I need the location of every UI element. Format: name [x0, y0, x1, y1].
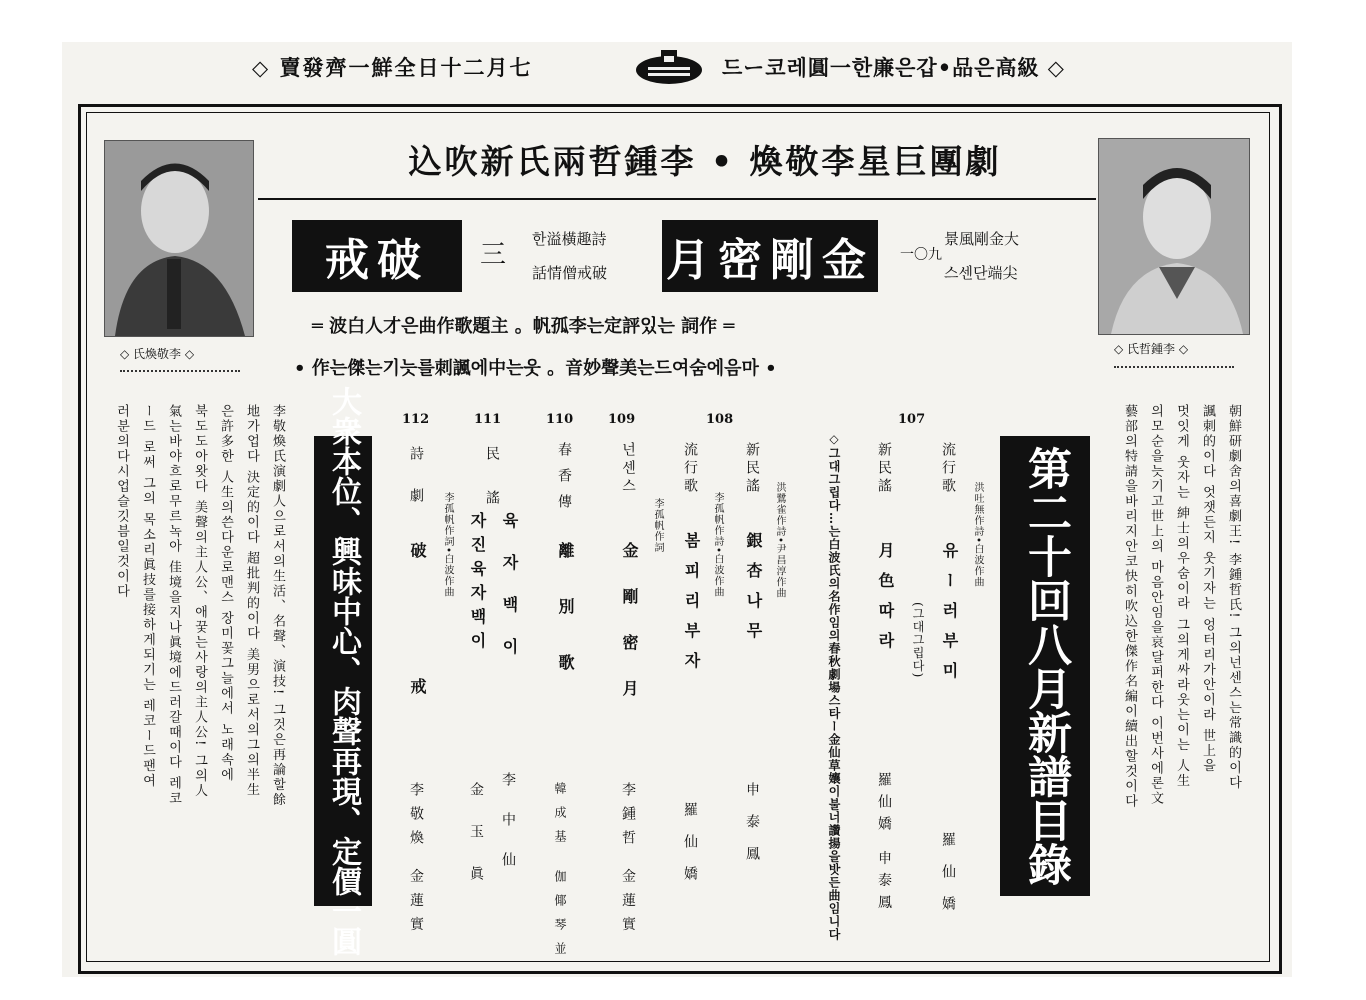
release-desc-right-1: 景風剛金大: [944, 230, 1020, 248]
record-number-109: 109: [608, 412, 636, 427]
catalog-artist: 李中仙: [500, 772, 516, 892]
catalog-note-line: ◇그대그립다…는白波氏의名作임의春秋劇場스타ー金仙草孃이불너讚揚을밧든曲임니다: [827, 432, 841, 941]
catalog-credit: 洪鷺雀作詩•尹昌淳作曲: [774, 482, 785, 599]
left-text-col-5: 氣는바야흐로무르녹아 佳境을지나眞境에드러갈때이다 레코: [166, 404, 181, 807]
release-tag-left: 三: [480, 240, 507, 270]
release-desc-right-2: 스센단端尖: [944, 264, 1018, 282]
release-desc-left-2: 話情僧戒破: [532, 264, 608, 282]
right-text-col-1: 朝鮮研劇舍의喜劇王! 李鍾哲氏! 그의넌센스는常識的이다: [1226, 404, 1241, 791]
catalog-title: 離別歌: [556, 542, 575, 710]
decorative-wave-right: [1114, 360, 1234, 368]
catalog-title: 月色따라: [876, 542, 895, 662]
header-left-text: ◇ 賣發齊一鮮全日十二月七: [252, 55, 533, 80]
portrait-photo-left: [104, 140, 254, 337]
right-text-col-3: 멋잇게 웃자는 紳士의우숨이라 그의게싸라웃는이는 人生: [1174, 404, 1189, 789]
emblem-icon: [634, 46, 704, 90]
catalog-genre: 民謠: [484, 446, 500, 534]
record-number-107: 107: [898, 412, 926, 427]
catalog-artist: 李鍾哲 金蓮實: [620, 782, 636, 941]
release-tag-right: 一〇九: [900, 247, 942, 263]
left-banner: 大衆本位、興味中心、肉聲再現、定價一圓: [314, 436, 372, 906]
tagline-2: • 作는傑는기늣를刺諷에中는웃 。音妙聲美는드여숨에음마 •: [294, 358, 777, 379]
catalog-artist: 羅仙嬌 申泰鳳: [876, 772, 892, 917]
catalog-artist: 申泰鳳: [744, 782, 760, 878]
right-text-col-5: 藝部의特請을바리지안코快히吹込한傑作名編이續出할것이다: [1122, 404, 1137, 809]
portrait-left-icon: [105, 141, 253, 336]
catalog-genre: 流行歌: [940, 442, 956, 496]
page-title: 込吹新氏兩哲鍾李 • 煥敬李星巨團劇: [408, 142, 1002, 181]
catalog-title: 銀杏나무: [744, 532, 763, 652]
advertisement-page: [62, 42, 1292, 977]
catalog-artist: 金玉眞: [468, 782, 484, 908]
release-box-center: 月密剛金: [662, 220, 878, 292]
tagline-1: ═ 波白人才은曲作歌題主 。帆孤李는定評있는 詞作 ═: [312, 316, 735, 337]
left-text-col-3: 은許多한 人生의쓴다운로맨스 장미꽃그늘에서 노래속에: [218, 404, 233, 783]
catalog-genre: 新民謠: [876, 442, 892, 496]
catalog-note: (그대그립다): [911, 602, 925, 679]
catalog-credit: 洪吐無作詩•白波作曲: [972, 482, 983, 588]
catalog-genre: 春香傳: [556, 442, 572, 520]
catalog-title: 자진육자백이: [468, 512, 487, 656]
portrait-caption-right: ◇ 氏哲鍾李 ◇: [1114, 342, 1189, 356]
record-number-112: 112: [402, 412, 430, 427]
catalog-credit: 李孤帆作詩•白波作曲: [712, 492, 723, 598]
decorative-wave-left: [120, 364, 240, 372]
record-number-108: 108: [706, 412, 734, 427]
title-underline: [258, 198, 1096, 200]
left-text-col-2: 地가업다 決定的이다 超批判的이다 美男으로서의그의半生: [244, 404, 259, 798]
left-text-col-6: ー드 로써 그의 목소리眞技를接하게되기는 레코ー드팬여: [140, 404, 155, 789]
right-banner: 第二十回八月新譜目錄: [1000, 436, 1090, 896]
left-text-col-7: 러분의다시업슬깃븜일것이다: [114, 404, 129, 599]
release-box-left: 戒破: [292, 220, 462, 292]
catalog-credit: 李孤帆作詞: [652, 498, 663, 553]
left-text-col-1: 李敬煥氏演劇人으로서의生活、名聲、演技! 그것은再論할餘: [270, 404, 285, 808]
right-text-col-4: 의모순을늣기고世上의 마음안임을哀달퍼한다 이번사에론文: [1148, 404, 1163, 807]
catalog-credit: 李孤帆作詞•白波作曲: [442, 492, 453, 598]
catalog-title: 유ー러부미: [940, 542, 959, 692]
header-right-text: 드ー코레圓一한廉은갑•品은高級 ◇: [722, 55, 1065, 80]
left-text-col-4: 북도도아왓다 美聲의主人公、애꿎는사랑의主人公! 그의人: [192, 404, 207, 799]
catalog-artist: 韓成基 伽倻琴並: [553, 782, 567, 966]
catalog-genre: 詩劇: [408, 446, 424, 530]
portrait-caption-left: ◇ 氏煥敬李 ◇: [120, 347, 195, 361]
header-band: [62, 42, 1292, 104]
catalog-title: 봄피리부자: [682, 532, 701, 682]
catalog-genre: 넌센스: [620, 442, 636, 496]
catalog-artist: 李敬煥 金蓮實: [408, 782, 424, 941]
catalog-artist: 羅仙嬌: [682, 802, 698, 898]
catalog-title: 육자백이: [500, 512, 519, 680]
record-number-111: 111: [474, 412, 502, 427]
catalog-title: 破戒: [408, 542, 427, 814]
catalog-artist: 羅仙嬌: [940, 832, 956, 928]
catalog-genre: 流行歌: [682, 442, 698, 496]
record-number-110: 110: [546, 412, 574, 427]
release-desc-left-1: 한溢橫趣詩: [532, 230, 607, 248]
catalog-genre: 新民謠: [744, 442, 760, 496]
right-text-col-2: 諷刺的이다 엇잿든지 웃기자는 엉터리가안이라 世上을: [1200, 404, 1215, 774]
catalog-title: 金剛密月: [620, 542, 639, 726]
